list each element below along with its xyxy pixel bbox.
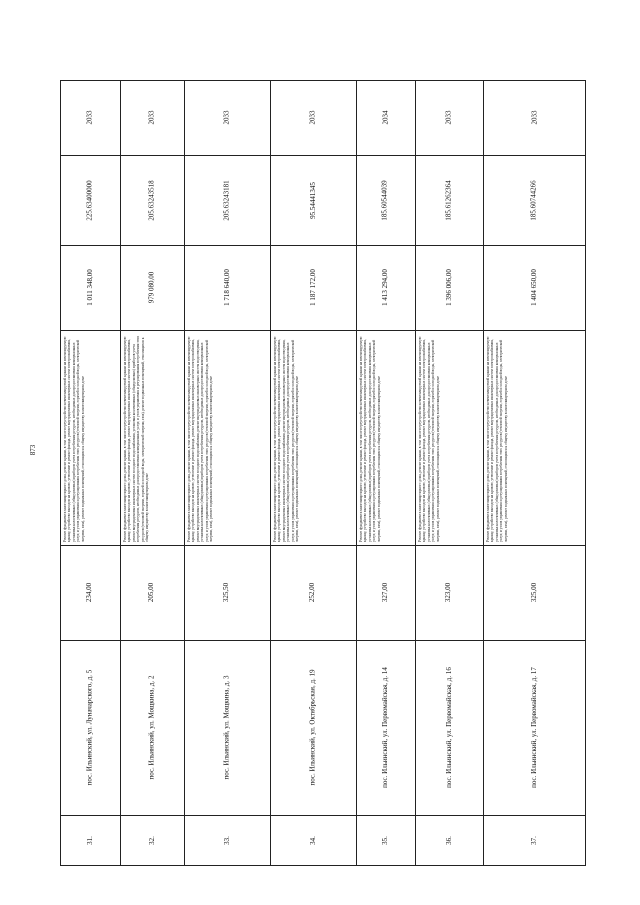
year-cell	[60, 80, 120, 155]
works-cell	[186, 332, 268, 543]
rate-text: 185.61262364	[444, 179, 453, 221]
rate-cell	[120, 155, 184, 245]
works-cell	[417, 332, 481, 543]
works-text: Ремонт фундамента многоквартирного дома, ремонт крыши, в том числе переустройство невентилируемой крыши на вентилируемую крышу, устройство выходов на кровлю, утепление и ремонт фасада, ремонт внутридомовых инженерных систем электроснабжения, ремонт внутридомовых инженерных систем холодного водоснабжения, установка коллективных (общедомовых) приборов учета потребления ресурсов, необходимых для предоставления коммунальных услуг, и узлов управления и регулирования потребления этих ресурсов (тепловой энергии, горячей и холодной воды, электрической энергии, газа), ремонт подвальных помещений, относящихся к общему имуществу в многоквартирном доме	[123, 335, 150, 542]
area-text: 325,50	[222, 582, 231, 603]
rate-cell	[184, 155, 270, 245]
area-text: 205,00	[147, 582, 156, 603]
year-cell	[270, 80, 356, 155]
address-cell	[415, 640, 483, 815]
works-cell	[272, 332, 354, 543]
year-text: 2033	[444, 110, 453, 125]
rate-text: 95.54441345	[308, 181, 317, 219]
works-text: Ремонт фундамента многоквартирного дома, ремонт крыши, в том числе переустройство невентилируемой крыши на вентилируемую крышу, устройство выходов на кровлю, утепление и ремонт фасада, ремонт внутридомовых инженерных систем электроснабжения, ремонт внутридомовых инженерных систем холодного водоснабжения, ремонт внутридомовых инженерных систем водоотведения, установка коллективных (общедомовых) приборов учета потребления ресурсов, необходимых для предоставления коммунальных услуг, и узлов управления и регулирования потребления этих ресурсов (тепловой энергии, горячей и холодной воды, электрической энергии, газа), ремонт подвальных помещений, относящихся к общему имуществу в многоквартирном доме	[187, 336, 214, 542]
area-cell	[184, 545, 270, 640]
works-text: Ремонт фундамента многоквартирного дома, ремонт крыши, в том числе переустройство невентилируемой крыши на вентилируемую крышу, устройство выходов на кровлю, утепление и ремонт фасада, ремонт внутридомовых инженерных систем электроснабжения, установка коллективных (общедомовых) приборов учета потребления ресурсов, необходимых для предоставления коммунальных услуг, и узлов управления и регулирования потребления этих ресурсов (тепловой энергии, горячей и холодной воды, электрической энергии, газа), ремонт подвальных помещений, относящихся к общему имуществу в многоквартирном доме	[359, 336, 381, 542]
cost-text: 1 011 348,00	[85, 269, 94, 306]
address-text: пос. Ильинский, ул. Мощкина, д. 2	[147, 675, 156, 780]
works-text: Ремонт фундамента многоквартирного дома, ремонт крыши, в том числе переустройство невентилируемой крыши на вентилируемую крышу, устройство выходов на кровлю, утепление и ремонт фасада, ремонт внутридомовых инженерных систем электроснабжения, ремонт внутридомовых инженерных систем холодного водоснабжения, ремонт внутридомовых инженерных систем водоотведения, установка коллективных (общедомовых) приборов учета потребления ресурсов, необходимых для предоставления коммунальных услуг, и узлов управления и регулирования потребления этих ресурсов (тепловой энергии, горячей и холодной воды, электрической энергии, газа), ремонт подвальных помещений, относящихся к общему имуществу в многоквартирном доме	[273, 336, 300, 542]
cost-text: 1 396 006,00	[444, 269, 453, 306]
rate-cell	[415, 155, 483, 245]
area-text: 252,00	[308, 582, 317, 603]
address-text: пос. Ильинский, ул. Октябрьская, д. 19	[308, 669, 317, 786]
year-cell	[483, 80, 586, 155]
rate-text: 205.63243518	[147, 179, 156, 221]
row-number-text: 32.	[147, 836, 156, 845]
area-cell	[483, 545, 586, 640]
row-number-cell	[356, 815, 415, 866]
address-text: пос. Ильинский, ул. Луначарского, д. 5	[85, 669, 94, 786]
row-number-cell	[483, 815, 586, 866]
area-cell	[415, 545, 483, 640]
area-text: 325,00	[530, 582, 538, 603]
area-cell	[356, 545, 415, 640]
area-cell	[60, 545, 120, 640]
rate-text: 205.63243181	[222, 179, 231, 221]
rate-text: 185.60544039	[381, 179, 389, 221]
address-cell	[60, 640, 120, 815]
year-text: 2033	[222, 110, 231, 125]
address-text: пос. Ильинский, ул. Первомайская, д. 16	[444, 667, 453, 788]
row-number-text: 33.	[222, 836, 231, 845]
cost-cell	[270, 245, 356, 330]
address-text: пос. Ильинский, ул. Первомайская, д. 17	[530, 667, 539, 788]
row-number-text: 36.	[444, 836, 453, 845]
cost-cell	[415, 245, 483, 330]
year-text: 2034	[381, 110, 389, 125]
row-number-text: 31.	[85, 836, 94, 845]
row-number-text: 34.	[308, 836, 317, 845]
cost-text: 1 413 294,00	[381, 269, 389, 306]
row-number-cell	[120, 815, 184, 866]
cost-cell	[184, 245, 270, 330]
row-number-text: 35.	[381, 836, 389, 845]
page-number: 873	[29, 444, 37, 456]
row-divider	[60, 330, 586, 331]
row-number-cell	[415, 815, 483, 866]
year-cell	[120, 80, 184, 155]
works-cell	[62, 332, 118, 543]
cost-text: 979 080,00	[147, 271, 156, 304]
year-text: 2033	[530, 110, 538, 125]
works-cell	[358, 332, 413, 543]
address-cell	[184, 640, 270, 815]
rate-text: 185.60744266	[530, 179, 538, 221]
cost-cell	[483, 245, 586, 330]
area-cell	[270, 545, 356, 640]
rate-cell	[60, 155, 120, 245]
cost-text: 1 187 172,00	[308, 269, 317, 306]
cost-cell	[120, 245, 184, 330]
year-cell	[356, 80, 415, 155]
works-cell	[485, 332, 584, 543]
rate-cell	[270, 155, 356, 245]
address-cell	[483, 640, 586, 815]
address-text: пос. Ильинский, ул. Мощкина, д. 3	[222, 675, 231, 780]
cost-text: 1 404 650,00	[530, 269, 538, 306]
row-number-cell	[270, 815, 356, 866]
address-cell	[120, 640, 184, 815]
rate-cell	[483, 155, 586, 245]
works-text: Ремонт фундамента многоквартирного дома, ремонт крыши, в том числе переустройство невентилируемой крыши на вентилируемую крышу, устройство выходов на кровлю, утепление и ремонт фасада, ремонт внутридомовых инженерных систем электроснабжения, установка коллективных (общедомовых) приборов учета потребления ресурсов, необходимых для предоставления коммунальных услуг, и узлов управления и регулирования потребления этих ресурсов (тепловой энергии, горячей и холодной воды, электрической энергии, газа), ремонт подвальных помещений, относящихся к общему имуществу в многоквартирном доме	[63, 336, 85, 542]
cost-text: 1 718 640,00	[222, 269, 231, 306]
works-text: Ремонт фундамента многоквартирного дома, ремонт крыши, в том числе переустройство невентилируемой крыши на вентилируемую крышу, устройство выходов на кровлю, утепление и ремонт фасада, ремонт внутридомовых инженерных систем электроснабжения, установка коллективных (общедомовых) приборов учета потребления ресурсов, необходимых для предоставления коммунальных услуг, и узлов управления и регулирования потребления этих ресурсов (тепловой энергии, горячей и холодной воды, электрической энергии, газа), ремонт подвальных помещений, относящихся к общему имуществу в многоквартирном доме	[486, 336, 508, 542]
area-text: 323,00	[444, 582, 453, 603]
cost-cell	[356, 245, 415, 330]
works-cell	[122, 332, 182, 543]
address-text: пос. Ильинский, ул. Первомайская, д. 14	[381, 667, 390, 788]
row-number-text: 37.	[530, 836, 538, 845]
works-text: Ремонт фундамента многоквартирного дома, ремонт крыши, в том числе переустройство невентилируемой крыши на вентилируемую крышу, устройство выходов на кровлю, утепление и ремонт фасада, ремонт внутридомовых инженерных систем электроснабжения, установка коллективных (общедомовых) приборов учета потребления ресурсов, необходимых для предоставления коммунальных услуг, и узлов управления и регулирования потребления этих ресурсов (тепловой энергии, горячей и холодной воды, электрической энергии, газа), ремонт подвальных помещений, относящихся к общему имуществу в многоквартирном доме	[418, 336, 440, 542]
area-text: 234,00	[85, 582, 94, 603]
address-cell	[270, 640, 356, 815]
year-cell	[184, 80, 270, 155]
area-cell	[120, 545, 184, 640]
year-text: 2033	[147, 110, 156, 125]
year-text: 2033	[308, 110, 317, 125]
cost-cell	[60, 245, 120, 330]
rate-text: 225.63400000	[85, 179, 94, 221]
rate-cell	[356, 155, 415, 245]
row-number-cell	[184, 815, 270, 866]
row-number-cell	[60, 815, 120, 866]
year-text: 2033	[85, 110, 94, 125]
area-text: 327,00	[381, 582, 389, 603]
year-cell	[415, 80, 483, 155]
address-cell	[356, 640, 415, 815]
